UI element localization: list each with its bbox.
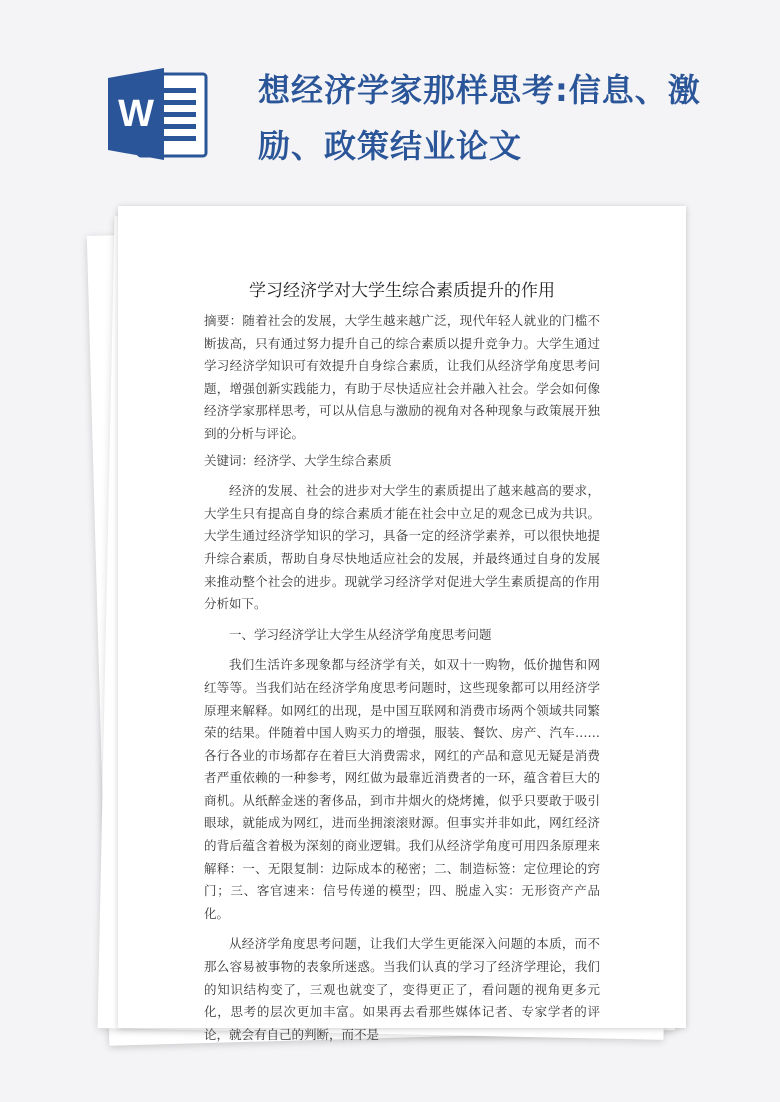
header <box>0 0 780 200</box>
document-page <box>118 206 686 1042</box>
keywords-line: 关键词：经济学、大学生综合素质 <box>204 452 392 468</box>
section-heading: 一、学习经济学让大学生从经济学角度思考问题 <box>229 626 492 642</box>
document-title: 学习经济学对大学生综合素质提升的作用 <box>249 281 555 301</box>
page-title: 想经济学家那样思考:信息、激励、政策结业论文 <box>258 71 701 165</box>
body-paragraph: 从经济学角度思考问题，让我们大学生更能深入问题的本质，而不那么容易被事物的表象所迷惑。当我们认真的学习了经济学理论，我们的知识结构变了，三观也就变了，变得更正了，看问题的视角更多元化，思考的层次更加丰富。如果再去看那些媒体记者、专家学者的评论，就会有自己的判断，而不是 <box>204 936 600 1042</box>
word-document-icon <box>108 66 210 162</box>
svg-text:W: W <box>118 93 154 135</box>
body-paragraph: 我们生活许多现象都与经济学有关，如双十一购物，低价抛售和网红等等。当我们站在经济学角度思考问题时，这些现象都可以用经济学原理来解释。如网红的出现，是中国互联网和消费市场两个领域共同繁荣的结果。伴随着中国人购买力的增强，服装、餐饮、房产、汽车……各行各业的市场都存在着巨大消费需求，网红的产品和意见无疑是消费者严重依赖的一种参考，网红做为最靠近消费者的一环，蕴含着巨大的商机。从纸醉金迷的奢侈品，到市井烟火的烧烤摊，似乎只要敢于吸引眼球，就能成为网红，进而坐拥滚滚财源。但事实并非如此，网红经济的背后蕴含着极为深刻的商业逻辑。我们从经济学角度可用四条原理来解释：一、无限复制：边际成本的秘密；二、制造标签：定位理论的窍门；三、客官速来：信号传递的模型；四、脱虚入实：无形资产产品化。 <box>204 657 600 921</box>
abstract-paragraph: 摘要：随着社会的发展，大学生越来越广泛，现代年轻人就业的门槛不断拔高，只有通过努力提升自己的综合素质以提升竞争力。大学生通过学习经济学知识可有效提升自身综合素质，让我们从经济学角度思考问题，增强创新实践能力，有助于尽快适应社会并融入社会。学会如何像经济学家那样思考，可以从信息与激励的视角对各种现象与政策展开独到的分析与评论。 <box>204 313 600 441</box>
body-paragraph: 经济的发展、社会的进步对大学生的素质提出了越来越高的要求，大学生只有提高自身的综合素质才能在社会中立足的观念已成为共识。大学生通过经济学知识的学习，具备一定的经济学素养，可以很快地提升综合素质，帮助自身尽快地适应社会的发展，并最终通过自身的发展来推动整个社会的进步。现就学习经济学对促进大学生素质提高的作用分析如下。 <box>204 483 600 612</box>
document-body <box>204 310 600 1054</box>
